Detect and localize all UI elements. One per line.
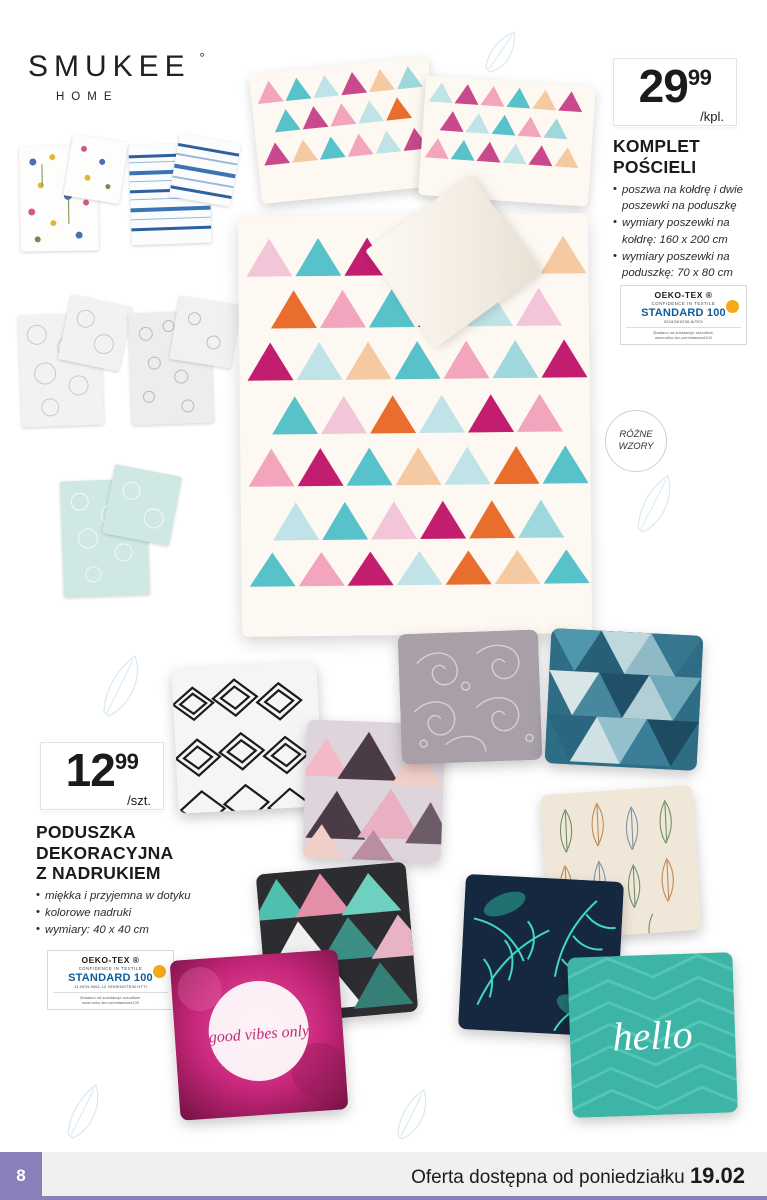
feather-decor-icon (480, 28, 522, 76)
price-value-cushion (65, 744, 139, 796)
feather-decor-icon (60, 1080, 106, 1142)
oeko-divider (53, 992, 168, 993)
oeko-number: 2016OK0239 AITEX (663, 319, 704, 324)
different-patterns-badge (605, 410, 667, 472)
oeko-subtitle: CONFIDENCE IN TEXTILE (78, 966, 143, 971)
oeko-title: OEKO-TEX ® (654, 290, 713, 300)
footer-accent-stripe (0, 1196, 767, 1200)
oeko-footer-2: www.oeko-tex.com/standard100 (655, 335, 712, 341)
aztec-pattern (171, 661, 323, 813)
mint-paisley-bedding-swatch (62, 470, 182, 600)
feather-decor-icon (390, 1085, 434, 1143)
feather-decor-icon (95, 650, 147, 720)
oeko-standard: STANDARD 100 (641, 307, 726, 319)
brand-logo (28, 50, 228, 103)
grey-floral-bedding-swatch (130, 300, 235, 430)
good-vibes-only-text (170, 949, 349, 1120)
footer-offer-date: 19.02 (689, 1163, 745, 1188)
triangle-pillow-right (418, 75, 596, 207)
floral-bedding-swatch (20, 138, 125, 258)
feature-item: • kolorowe nadruki (36, 905, 216, 921)
oeko-footer-1: Zbadano na substancje szkodliwe. (652, 330, 715, 335)
oeko-title: OEKO-TEX ® (81, 955, 140, 965)
oeko-footer-1: Zbadano na substancje szkodliwe. (79, 995, 142, 1000)
footer-message (42, 1163, 767, 1189)
hello-text (567, 952, 737, 1118)
page-footer (0, 1152, 767, 1200)
oeko-sun-icon (153, 965, 166, 978)
product-title-cushion-line1: PODUSZKA (36, 822, 136, 842)
cushion-text: good vibes only (208, 1022, 310, 1047)
bedding-set-photo (240, 55, 640, 615)
feather-decor-icon (630, 470, 678, 536)
feature-item: • wymiary poszewki na poduszkę: 70 x 80 cm (613, 249, 765, 281)
oeko-sun-icon (726, 300, 739, 313)
feature-item: • wymiary poszewki na kołdrę: 160 x 200 cm (613, 215, 765, 247)
product-title-bedding-line1: KOMPLET (613, 136, 700, 156)
product-title-bedding (613, 136, 763, 177)
feature-item: • miękka i przyjemna w dotyku (36, 888, 216, 904)
product-title-cushion (36, 822, 226, 884)
paisley-pattern (398, 630, 542, 765)
cushion-text: hello (611, 1011, 694, 1059)
grey-damask-bedding-swatch (20, 300, 125, 430)
hello-mint-cushion (567, 952, 737, 1118)
price-value-bedding (638, 60, 712, 112)
price-integer-bedding: 29 (638, 60, 688, 112)
oeko-footer-2: www.oeko-tex.com/standard100 (82, 1000, 139, 1006)
oeko-number: 11.HCN.9061.12 HOHENSTEIN HTTI (74, 984, 147, 989)
striped-bedding-swatch (130, 138, 235, 258)
price-box-bedding (613, 58, 737, 126)
oeko-standard: STANDARD 100 (68, 972, 153, 984)
blue-geometric-cushion (545, 628, 704, 771)
price-integer-cushion: 12 (65, 744, 115, 796)
blue-geometric-pattern (545, 628, 704, 771)
price-unit-bedding: /kpl. (700, 109, 724, 124)
oeko-tex-badge-bedding (620, 285, 747, 345)
product-features-bedding (613, 182, 765, 282)
aztec-black-white-cushion (171, 661, 323, 813)
oeko-divider (626, 327, 741, 328)
price-unit-cushion: /szt. (127, 793, 151, 808)
footer-offer-text: Oferta dostępna od poniedziałku (411, 1167, 685, 1188)
price-box-cushion (40, 742, 164, 810)
product-title-cushion-line3: Z NADRUKIEM (36, 863, 161, 884)
brand-subtitle: HOME (56, 91, 119, 103)
brand-degree-mark: ° (199, 50, 205, 65)
badge-line-2: WZORY (618, 441, 654, 452)
feature-item: • poszwa na kołdrę i dwie poszewki na poduszkę (613, 182, 765, 214)
triangle-pillow-left (249, 56, 442, 204)
price-cents-bedding: 99 (687, 65, 712, 90)
page-number: 8 (0, 1152, 42, 1200)
oeko-tex-badge-cushion (47, 950, 174, 1010)
product-title-bedding-line2: POŚCIELI (613, 156, 697, 177)
feature-item: • wymiary: 40 x 40 cm (36, 922, 216, 938)
brand-name-text: SMUKEE (28, 50, 191, 83)
price-cents-cushion: 99 (114, 749, 139, 774)
oeko-subtitle: CONFIDENCE IN TEXTILE (651, 301, 716, 306)
grey-paisley-cushion (398, 630, 542, 765)
good-vibes-only-cushion (170, 949, 349, 1120)
brand-name (28, 50, 205, 84)
product-features-cushion (36, 888, 216, 940)
product-title-cushion-line2: DEKORACYJNA (36, 842, 174, 863)
badge-line-1: RÓŻNE (619, 429, 653, 441)
